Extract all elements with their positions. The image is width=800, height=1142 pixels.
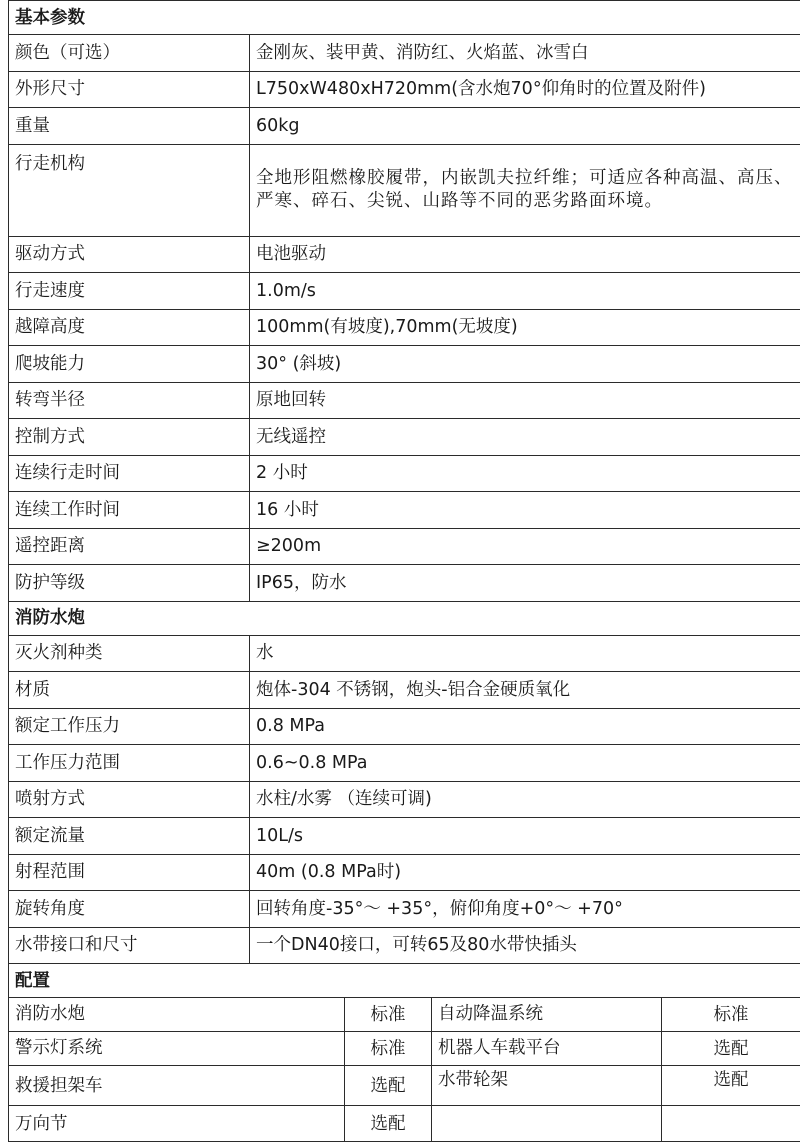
param-value: 金刚灰、装甲黄、消防红、火焰蓝、冰雪白 <box>250 35 800 72</box>
param-value: 炮体-304 不锈钢，炮头-铝合金硬质氧化 <box>250 672 800 709</box>
param-label: 控制方式 <box>9 419 250 456</box>
table-row <box>9 492 800 529</box>
table-row <box>9 528 800 565</box>
param-label: 连续行走时间 <box>9 455 250 492</box>
param-value: 2 小时 <box>250 455 800 492</box>
table-row <box>9 346 800 383</box>
param-value: 无线遥控 <box>250 419 800 456</box>
table-row <box>9 455 800 492</box>
param-value: 水柱/水雾 （连续可调) <box>250 781 800 818</box>
param-label: 额定工作压力 <box>9 708 250 745</box>
param-label: 外形尺寸 <box>9 71 250 108</box>
param-value: ≥200m <box>250 528 800 565</box>
param-label: 遥控距离 <box>9 528 250 565</box>
param-label: 行走速度 <box>9 273 250 310</box>
config-status <box>662 1106 800 1142</box>
spec-table <box>8 0 800 1142</box>
config-item: 机器人车载平台 <box>432 1032 662 1066</box>
config-status: 选配 <box>345 1066 432 1106</box>
table-row <box>9 708 800 745</box>
table-row <box>9 818 800 855</box>
param-value: 水 <box>250 635 800 672</box>
section-title-cannon: 消防水炮 <box>9 601 800 635</box>
config-item <box>432 1106 662 1142</box>
config-status: 选配 <box>662 1032 800 1066</box>
table-row <box>9 565 800 602</box>
table-row <box>9 382 800 419</box>
config-status: 选配 <box>345 1106 432 1142</box>
param-label: 工作压力范围 <box>9 745 250 782</box>
table-row <box>9 635 800 672</box>
table-row <box>9 236 800 273</box>
param-value: 40m (0.8 MPa时) <box>250 854 800 891</box>
param-label: 越障高度 <box>9 309 250 346</box>
config-item: 自动降温系统 <box>432 998 662 1032</box>
param-value: 0.6~0.8 MPa <box>250 745 800 782</box>
param-label: 转弯半径 <box>9 382 250 419</box>
param-label: 重量 <box>9 108 250 145</box>
param-label: 爬坡能力 <box>9 346 250 383</box>
config-item: 水带轮架 <box>432 1066 662 1106</box>
param-value: 一个DN40接口，可转65及80水带快插头 <box>250 927 800 964</box>
param-label: 材质 <box>9 672 250 709</box>
section-title-basic: 基本参数 <box>9 1 800 35</box>
param-value: 100mm(有坡度),70mm(无坡度) <box>250 309 800 346</box>
param-label: 连续工作时间 <box>9 492 250 529</box>
config-item: 万向节 <box>9 1106 345 1142</box>
table-row <box>9 927 800 964</box>
param-label: 旋转角度 <box>9 891 250 928</box>
param-value: 1.0m/s <box>250 273 800 310</box>
param-value: 16 小时 <box>250 492 800 529</box>
config-status: 标准 <box>345 998 432 1032</box>
config-status: 标准 <box>345 1032 432 1066</box>
table-row <box>9 273 800 310</box>
config-row <box>9 1032 800 1066</box>
table-row <box>9 672 800 709</box>
param-label: 射程范围 <box>9 854 250 891</box>
param-label: 行走机构 <box>9 144 250 236</box>
param-value: 60kg <box>250 108 800 145</box>
config-item: 消防水炮 <box>9 998 345 1032</box>
table-row <box>9 144 800 236</box>
config-row <box>9 1066 800 1106</box>
config-row <box>9 1106 800 1142</box>
param-value: 10L/s <box>250 818 800 855</box>
param-label: 防护等级 <box>9 565 250 602</box>
param-label: 喷射方式 <box>9 781 250 818</box>
param-label: 水带接口和尺寸 <box>9 927 250 964</box>
param-value: 30° (斜坡) <box>250 346 800 383</box>
param-value: 原地回转 <box>250 382 800 419</box>
param-label: 灭火剂种类 <box>9 635 250 672</box>
param-label: 驱动方式 <box>9 236 250 273</box>
param-value: 全地形阻燃橡胶履带，内嵌凯夫拉纤维；可适应各种高温、高压、严寒、碎石、尖锐、山路等不同的恶劣路面环境。 <box>250 144 800 236</box>
table-row <box>9 71 800 108</box>
table-row <box>9 108 800 145</box>
config-item: 警示灯系统 <box>9 1032 345 1066</box>
param-value: L750xW480xH720mm(含水炮70°仰角时的位置及附件) <box>250 71 800 108</box>
table-row <box>9 891 800 928</box>
param-label: 额定流量 <box>9 818 250 855</box>
param-value: 回转角度-35°～ +35°，俯仰角度+0°～ +70° <box>250 891 800 928</box>
table-row <box>9 854 800 891</box>
table-row <box>9 35 800 72</box>
param-value: 0.8 MPa <box>250 708 800 745</box>
table-row <box>9 781 800 818</box>
table-row <box>9 745 800 782</box>
config-status: 选配 <box>662 1066 800 1106</box>
param-value: 电池驱动 <box>250 236 800 273</box>
table-row <box>9 419 800 456</box>
param-label: 颜色（可选） <box>9 35 250 72</box>
table-row <box>9 309 800 346</box>
config-status: 标准 <box>662 998 800 1032</box>
config-row <box>9 998 800 1032</box>
param-value: IP65，防水 <box>250 565 800 602</box>
section-title-config: 配置 <box>9 964 800 998</box>
config-item: 救援担架车 <box>9 1066 345 1106</box>
